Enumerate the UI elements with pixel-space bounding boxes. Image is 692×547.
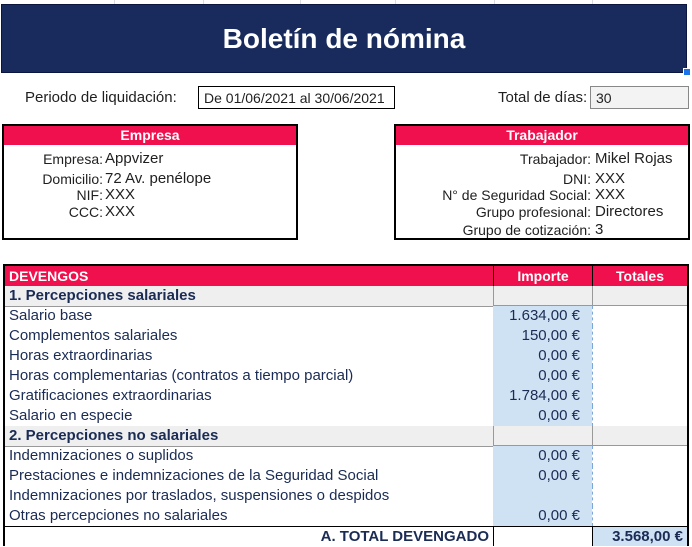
table-row bbox=[5, 506, 687, 526]
total-value[interactable]: 3.568,00 € bbox=[592, 526, 687, 546]
table-row bbox=[5, 346, 687, 366]
worker-ss-label: N° de Seguridad Social: bbox=[442, 187, 591, 203]
company-ccc-value[interactable]: XXX bbox=[105, 203, 136, 220]
payslip-title[interactable]: Boletín de nómina bbox=[1, 4, 687, 73]
company-heading: Empresa bbox=[4, 126, 296, 145]
table-row bbox=[5, 446, 687, 466]
company-ccc-label: CCC: bbox=[68, 204, 103, 220]
cell[interactable] bbox=[592, 426, 687, 446]
days-label: Total de días: bbox=[498, 89, 588, 106]
row-total[interactable] bbox=[592, 326, 687, 346]
company-name-label: Empresa: bbox=[43, 151, 103, 167]
days-field[interactable]: 30 bbox=[590, 86, 689, 109]
company-panel bbox=[2, 124, 298, 240]
cell[interactable] bbox=[493, 286, 592, 306]
row-label[interactable]: Horas complementarias (contratos a tiempo parcial) bbox=[9, 367, 354, 384]
row-total[interactable] bbox=[592, 466, 687, 486]
row-amount[interactable]: 0,00 € bbox=[493, 466, 592, 486]
total-row bbox=[5, 526, 687, 546]
row-amount[interactable]: 0,00 € bbox=[493, 446, 592, 466]
row-total[interactable] bbox=[592, 446, 687, 466]
table-row bbox=[5, 306, 687, 326]
row-total[interactable] bbox=[592, 306, 687, 326]
row-total[interactable] bbox=[592, 486, 687, 506]
row-label[interactable]: Otras percepciones no salariales bbox=[9, 507, 228, 524]
table-row bbox=[5, 486, 687, 506]
company-nif-label: NIF: bbox=[76, 187, 103, 203]
worker-heading: Trabajador bbox=[396, 126, 688, 145]
devengos-header: DEVENGOS bbox=[9, 268, 89, 284]
cell-selection-handle[interactable] bbox=[683, 68, 691, 76]
importe-header: Importe bbox=[493, 266, 592, 286]
table-header-row bbox=[5, 266, 687, 286]
row-label[interactable]: Indemnizaciones por traslados, suspensiones o despidos bbox=[9, 487, 390, 504]
cell[interactable] bbox=[493, 426, 592, 446]
table-row bbox=[5, 386, 687, 406]
section-title[interactable]: 1. Percepciones salariales bbox=[5, 286, 493, 307]
row-amount[interactable] bbox=[493, 486, 592, 506]
company-name-value[interactable]: Appvizer bbox=[105, 150, 164, 167]
totales-header: Totales bbox=[592, 266, 687, 286]
row-label[interactable]: Salario en especie bbox=[9, 407, 133, 424]
period-label: Periodo de liquidación: bbox=[25, 89, 177, 106]
period-field[interactable]: De 01/06/2021 al 30/06/2021 bbox=[198, 86, 395, 109]
row-amount[interactable]: 1.784,00 € bbox=[493, 386, 592, 406]
row-total[interactable] bbox=[592, 346, 687, 366]
cell[interactable] bbox=[592, 286, 687, 306]
company-address-label: Domicilio: bbox=[42, 171, 103, 187]
row-amount[interactable]: 150,00 € bbox=[493, 326, 592, 346]
row-label[interactable]: Horas extraordinarias bbox=[9, 347, 153, 364]
worker-panel bbox=[394, 124, 690, 240]
row-label[interactable]: Salario base bbox=[9, 307, 93, 324]
cell[interactable] bbox=[493, 526, 592, 546]
table-row bbox=[5, 366, 687, 386]
row-amount[interactable]: 0,00 € bbox=[493, 506, 592, 526]
row-total[interactable] bbox=[592, 386, 687, 406]
worker-ss-value[interactable]: XXX bbox=[595, 186, 626, 203]
worker-name-value[interactable]: Mikel Rojas bbox=[595, 150, 673, 167]
devengos-table bbox=[3, 264, 689, 546]
row-total[interactable] bbox=[592, 406, 687, 426]
table-row bbox=[5, 326, 687, 346]
row-amount[interactable]: 0,00 € bbox=[493, 346, 592, 366]
table-row bbox=[5, 406, 687, 426]
row-total[interactable] bbox=[592, 366, 687, 386]
company-address-value[interactable]: 72 Av. penélope bbox=[105, 170, 212, 187]
row-amount[interactable]: 1.634,00 € bbox=[493, 306, 592, 326]
row-label[interactable]: Indemnizaciones o suplidos bbox=[9, 447, 194, 464]
worker-quota-label: Grupo de cotización: bbox=[462, 222, 591, 238]
worker-name-label: Trabajador: bbox=[519, 151, 591, 167]
table-row bbox=[5, 466, 687, 486]
row-total[interactable] bbox=[592, 506, 687, 526]
worker-dni-label: DNI: bbox=[563, 171, 591, 187]
row-label[interactable]: Complementos salariales bbox=[9, 327, 178, 344]
worker-quota-value[interactable]: 3 bbox=[595, 221, 604, 238]
row-label[interactable]: Prestaciones e indemnizaciones de la Seguridad Social bbox=[9, 467, 379, 484]
section-title[interactable]: 2. Percepciones no salariales bbox=[5, 426, 493, 447]
total-label: A. TOTAL DEVENGADO bbox=[5, 526, 493, 547]
section-row bbox=[5, 286, 687, 306]
section-row bbox=[5, 426, 687, 446]
worker-group-label: Grupo profesional: bbox=[475, 204, 591, 220]
worker-dni-value[interactable]: XXX bbox=[595, 170, 626, 187]
worker-group-value[interactable]: Directores bbox=[595, 203, 664, 220]
row-amount[interactable]: 0,00 € bbox=[493, 366, 592, 386]
company-nif-value[interactable]: XXX bbox=[105, 186, 136, 203]
row-amount[interactable]: 0,00 € bbox=[493, 406, 592, 426]
row-label[interactable]: Gratificaciones extraordinarias bbox=[9, 387, 212, 404]
